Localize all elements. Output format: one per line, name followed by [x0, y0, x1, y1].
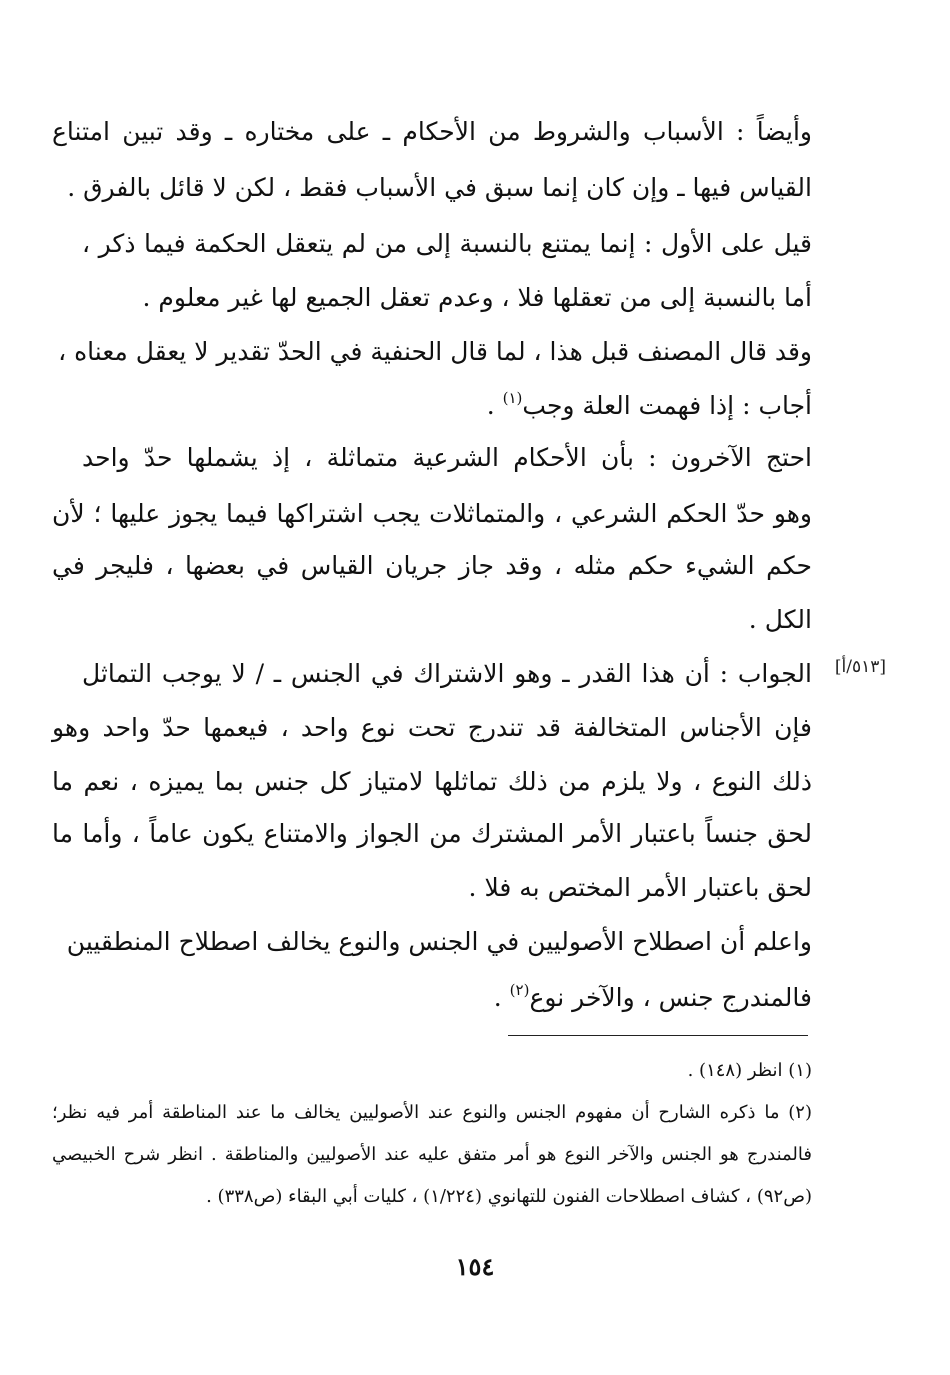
text-line-13: ذلك النوع ، ولا يلزم من ذلك تماثلها لامتياز كل جنس بما يميزه ، نعم ما — [52, 767, 812, 796]
text-line-8: وهو حدّ الحكم الشرعي ، والمتماثلات يجب اشتراكها فيما يجوز عليها ؛ لأن — [52, 499, 812, 528]
footnote-2-line-3: (ص٩٢) ، كشاف اصطلاحات الفنون للتهانوي (١/٢٢٤) ، كليات أبي البقاء (ص٣٣٨) . — [206, 1186, 812, 1207]
text-line-9: حكم الشيء حكم مثله ، وقد جاز جريان القياس في بعضها ، فليجر في — [52, 551, 812, 580]
text-line-14: لحق جنساً باعتبار الأمر المشترك من الجواز والامتناع يكون عاماً ، وأما ما — [52, 819, 812, 848]
page-number: ١٥٤ — [455, 1252, 495, 1281]
text-line-15: لحق باعتبار الأمر المختص به فلا . — [468, 873, 812, 902]
text-line-6-period: . — [486, 391, 495, 420]
footnote-1: (١) انظر (١٤٨) . — [687, 1060, 812, 1081]
footnote-ref-1: (١) — [502, 389, 523, 407]
text-line-6-body: أجاب : إذا فهمت العلة وجب — [522, 391, 812, 420]
text-line-7: احتج الآخرون : بأن الأحكام الشرعية متماثلة ، إذ يشملها حدّ واحد — [82, 443, 812, 472]
text-line-17-body: فالمندرج جنس ، والآخر نوع — [529, 983, 812, 1012]
text-line-3: قيل على الأول : إنما يمتنع بالنسبة إلى من لم يتعقل الحكمة فيما ذكر ، — [82, 229, 812, 258]
text-line-12: فإن الأجناس المتخالفة قد تندرج تحت نوع واحد ، فيعمها حدّ واحد وهو — [52, 713, 812, 742]
text-line-16: واعلم أن اصطلاح الأصوليين في الجنس والنوع يخالف اصطلاح المنطقيين — [66, 927, 812, 956]
text-line-4: أما بالنسبة إلى من تعقلها فلا ، وعدم تعقل الجميع لها غير معلوم . — [142, 283, 812, 312]
text-line-10: الكل . — [748, 605, 812, 634]
text-line-17 — [52, 980, 812, 1016]
text-line-11: الجواب : أن هذا القدر ـ وهو الاشتراك في الجنس ـ / لا يوجب التماثل — [82, 659, 812, 688]
margin-folio-ref: [٥١٣/أ] — [834, 657, 886, 677]
footnote-2-line-1: (٢) ما ذكره الشارح أن مفهوم الجنس والنوع عند الأصوليين يخالف ما عند المناطقة أمر فيه نظر؛ — [52, 1102, 812, 1123]
footnote-ref-2: (٢) — [509, 981, 530, 999]
text-line-6 — [52, 388, 812, 424]
footnote-2-line-2: فالمندرج هو الجنس والآخر النوع هو أمر متفق عليه عند الأصوليين والمناطقة . انظر شرح الخبيصي — [52, 1144, 812, 1165]
text-line-2: القياس فيها ـ وإن كان إنما سبق في الأسباب فقط ، لكن لا قائل بالفرق . — [67, 173, 812, 202]
text-line-17-period: . — [493, 983, 502, 1012]
footnote-separator — [508, 1035, 808, 1036]
text-line-1: وأيضاً : الأسباب والشروط من الأحكام ـ على مختاره ـ وقد تبين امتناع — [52, 117, 812, 146]
text-line-5: وقد قال المصنف قبل هذا ، لما قال الحنفية في الحدّ تقدير لا يعقل معناه ، — [58, 337, 812, 366]
